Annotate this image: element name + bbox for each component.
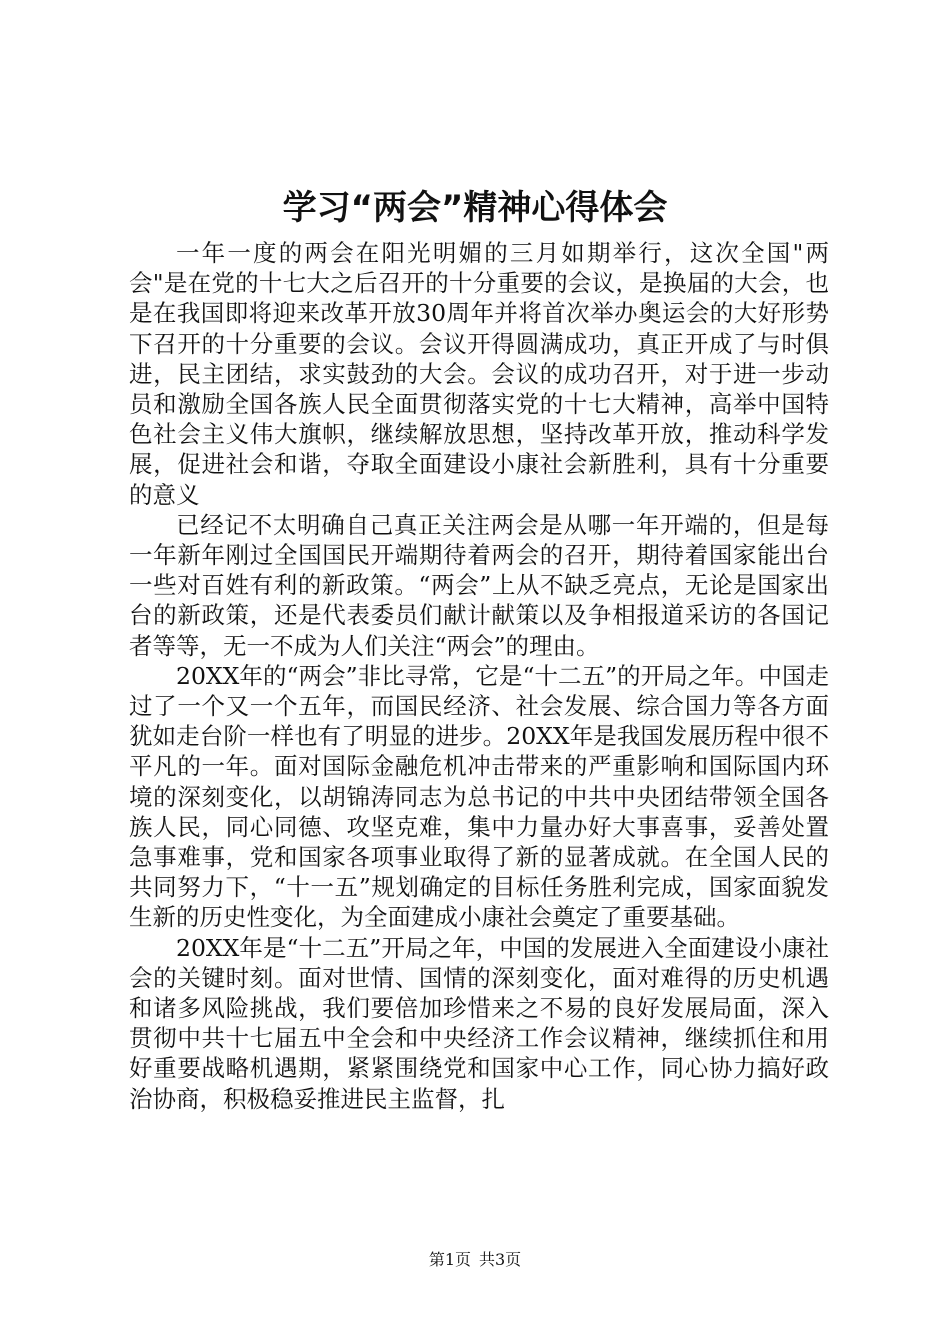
document-title: 学习“两会”精神心得体会 [282,188,668,228]
page-total: 共3页 [479,1250,522,1269]
page-number: 第1页 [428,1250,471,1269]
paragraph-3: 20XX年的“两会”非比寻常，它是“十二五”的开局之年。中国走过了一个又一个五年，而国民经济、社会发展、综合国力等各方面犹如走台阶一样也有了明显的进步。20XX年是我国发展历程中很不平凡的一年。面对国际金融危机冲击带来的严重影响和国际国内环境的深刻变化，以胡锦涛同志为总书记的中共中央团结带领全国各族人民，同心同德、攻坚克难，集中力量办好大事喜事，妥善处置急事难事，党和国家各项事业取得了新的显著成就。在全国人民的共同努力下，“十一五”规划确定的目标任务胜利完成，国家面貌发生新的历史性变化，为全面建成小康社会奠定了重要基础。 [129,661,829,932]
page-footer [0,1250,950,1270]
paragraph-1: 一年一度的两会在阳光明媚的三月如期举行，这次全国"两会"是在党的十七大之后召开的十分重要的会议，是换届的大会，也是在我国即将迎来改革开放30周年并将首次举办奥运会的大好形势下召开的十分重要的会议。会议开得圆满成功，真正开成了与时俱进，民主团结，求实鼓劲的大会。会议的成功召开，对于进一步动员和激励全国各族人民全面贯彻落实党的十七大精神，高举中国特色社会主义伟大旗帜，继续解放思想，坚持改革开放，推动科学发展，促进社会和谐，夺取全面建设小康社会新胜利，具有十分重要的意义 [129,239,829,509]
document-body [129,238,829,1114]
paragraph-4: 20XX年是“十二五”开局之年，中国的发展进入全面建设小康社会的关键时刻。面对世情、国情的深刻变化，面对难得的历史机遇和诸多风险挑战，我们要倍加珍惜来之不易的良好发展局面，深入贯彻中共十七届五中全会和中央经济工作会议精神，继续抓住和用好重要战略机遇期，紧紧围绕党和国家中心工作，同心协力搞好政治协商，积极稳妥推进民主监督，扎 [129,933,829,1113]
paragraph-2: 已经记不太明确自己真正关注两会是从哪一年开端的，但是每一年新年刚过全国国民开端期待着两会的召开，期待着国家能出台一些对百姓有利的新政策。“两会”上从不缺乏亮点，无论是国家出台的新政策，还是代表委员们献计献策以及争相报道采访的各国记者等等，无一不成为人们关注“两会”的理由。 [129,510,829,660]
